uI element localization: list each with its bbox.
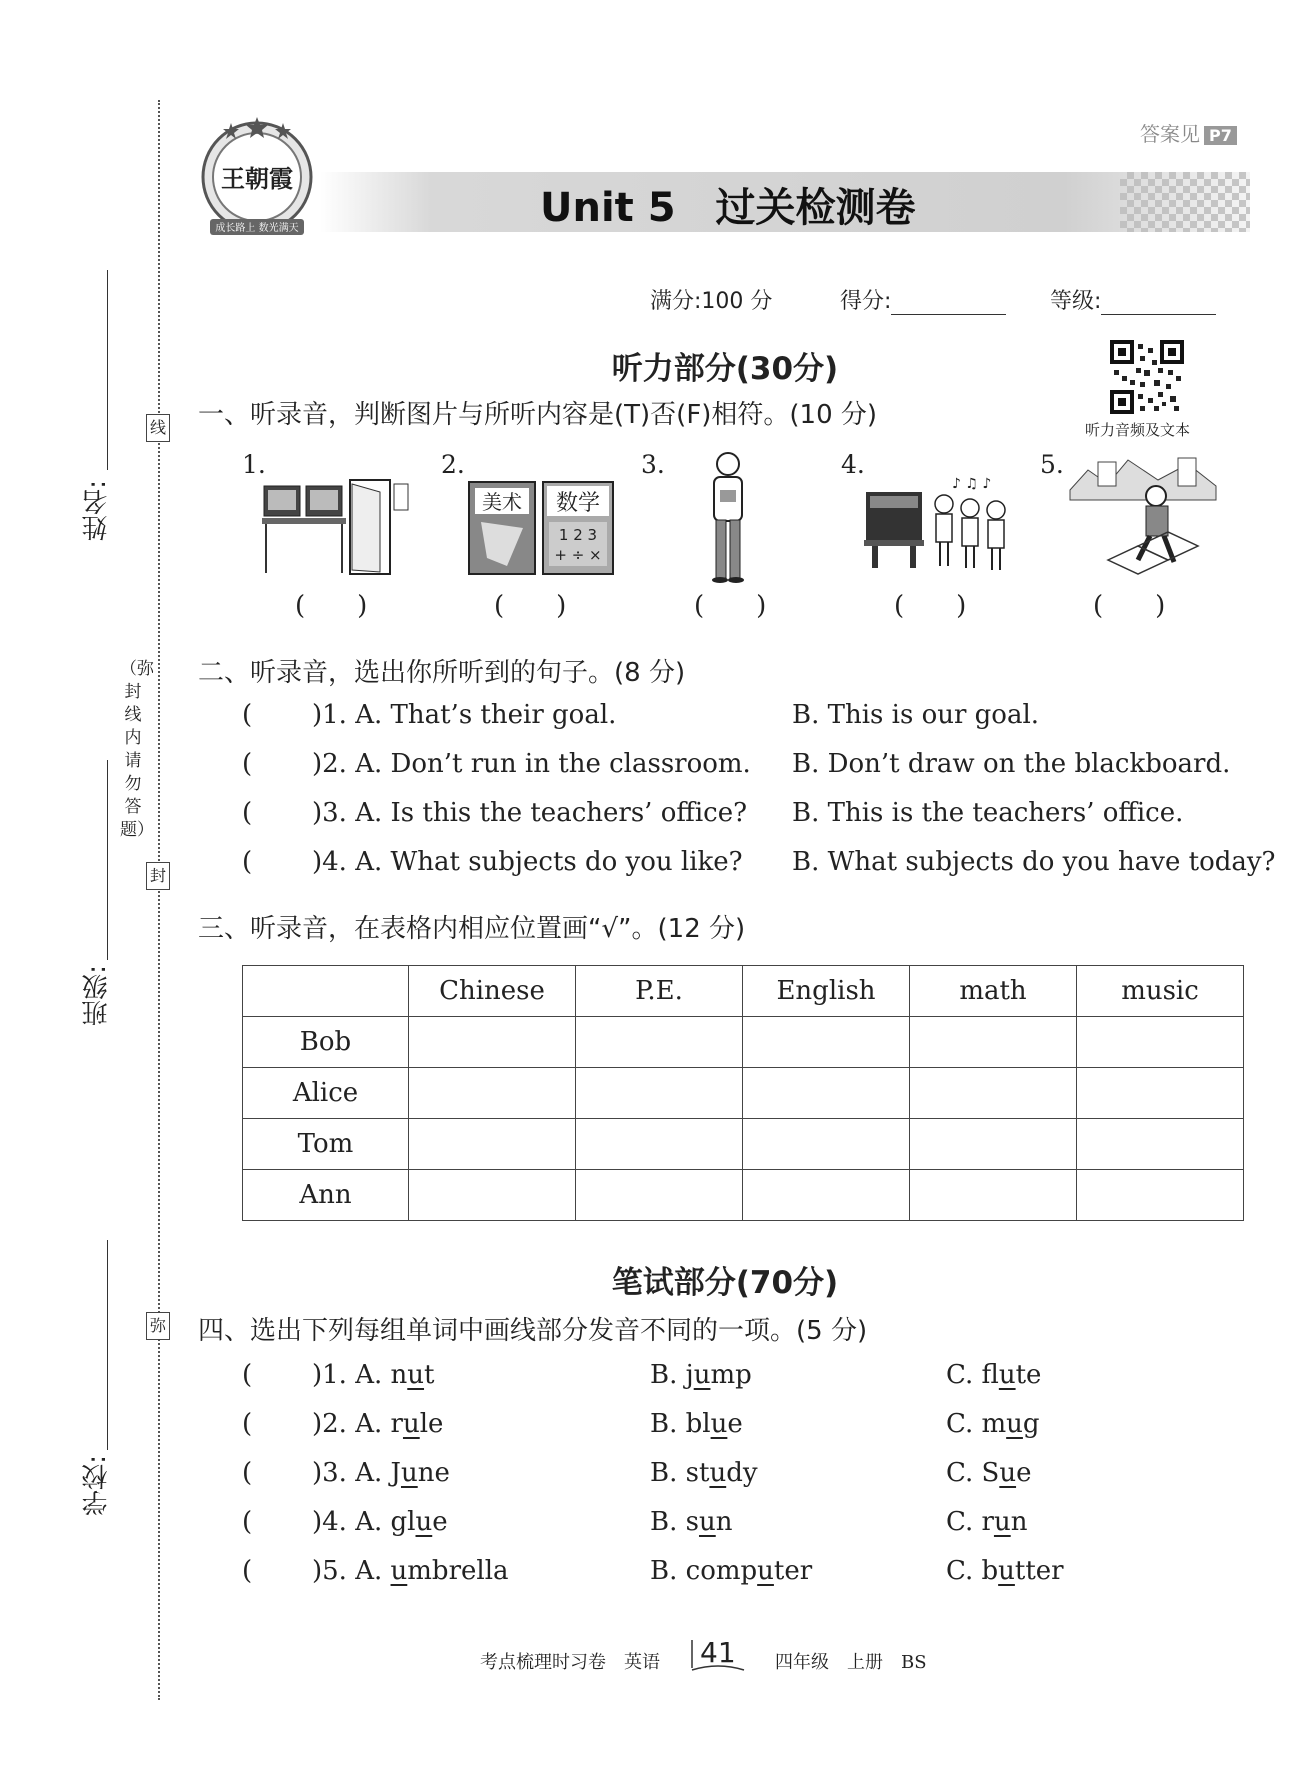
- page-title: Unit 5 过关检测卷: [540, 185, 916, 231]
- q1-answer-5[interactable]: ( ): [1093, 591, 1166, 621]
- word-part: e: [727, 1409, 743, 1439]
- logo-text: 王朝霞: [221, 165, 293, 193]
- grade-field[interactable]: [1050, 284, 1216, 315]
- underlined-letter: u: [407, 1360, 425, 1390]
- seal-bottom-mark: 弥: [146, 1312, 170, 1340]
- check-cell[interactable]: [576, 1170, 743, 1221]
- table-row: [243, 1119, 1244, 1170]
- underlined-letter: u: [698, 1507, 716, 1537]
- table-corner: [243, 966, 409, 1017]
- grade-blank[interactable]: [1101, 292, 1216, 315]
- q4-option-b: [650, 1360, 752, 1390]
- q4-option-a: [312, 1556, 509, 1586]
- qr-caption: 听力音频及文本: [1085, 421, 1191, 439]
- name-label: 姓名:: [82, 480, 112, 541]
- word-part: g: [1022, 1409, 1040, 1439]
- row-header: Bob: [243, 1017, 409, 1068]
- computer-room-icon: [262, 478, 412, 582]
- q2-option-b-3: B. This is the teachers’ office.: [792, 798, 1184, 828]
- underlined-letter: u: [400, 1458, 418, 1488]
- q1-num-3: 3.: [641, 450, 665, 479]
- q4-option-a: [312, 1360, 434, 1390]
- word-part: ne: [417, 1458, 450, 1488]
- q3-heading: 三、听录音，在表格内相应位置画“√”。(12 分): [198, 914, 746, 944]
- q2-paren-1[interactable]: (: [242, 700, 253, 730]
- q4-option-c: [946, 1458, 1031, 1488]
- word-part: C. b: [946, 1556, 999, 1586]
- writing-part-title: 笔试部分(70分): [611, 1265, 839, 1301]
- check-cell[interactable]: [409, 1119, 576, 1170]
- check-cell[interactable]: [1077, 1119, 1244, 1170]
- q1-answer-2[interactable]: ( ): [494, 591, 567, 621]
- underlined-letter: u: [415, 1507, 433, 1537]
- word-part: n: [715, 1507, 733, 1537]
- score-field[interactable]: [840, 284, 1006, 315]
- seal-note: （弥封线内请勿答题）: [120, 659, 154, 840]
- check-cell[interactable]: [910, 1119, 1077, 1170]
- word-part: B. st: [650, 1458, 710, 1488]
- underlined-letter: u: [390, 1556, 408, 1586]
- logo: [198, 115, 316, 233]
- q4-option-c: [946, 1507, 1027, 1537]
- listening-part-title: 听力部分(30分): [611, 351, 839, 387]
- q4-option-c: [946, 1556, 1064, 1586]
- word-part: e: [432, 1507, 448, 1537]
- svg-text:美术: 美术: [482, 490, 522, 514]
- full-score: 满分:100 分: [650, 289, 773, 314]
- score-label: 得分:: [840, 289, 892, 314]
- q4-heading: 四、选出下列每组单词中画线部分发音不同的一项。(5 分): [198, 1316, 868, 1346]
- underlined-letter: u: [1006, 1409, 1023, 1439]
- word-part: n: [390, 1360, 408, 1390]
- answer-reference: [1140, 118, 1237, 147]
- school-label: 学校:: [82, 1455, 112, 1516]
- check-cell[interactable]: [910, 1068, 1077, 1119]
- row-header: Alice: [243, 1068, 409, 1119]
- check-cell[interactable]: [743, 1068, 910, 1119]
- q1-answer-4[interactable]: ( ): [894, 591, 967, 621]
- q2-option-b-2: B. Don’t draw on the blackboard.: [792, 749, 1231, 779]
- banner-pattern: [1120, 172, 1250, 232]
- word-part: B. comp: [650, 1556, 758, 1586]
- subjects-table: [242, 965, 1244, 1221]
- column-header: music: [1077, 966, 1244, 1017]
- check-cell[interactable]: [743, 1119, 910, 1170]
- underlined-letter: u: [993, 1507, 1011, 1537]
- underlined-letter: u: [998, 1556, 1015, 1586]
- svg-text:♪ ♫ ♪: ♪ ♫ ♪: [952, 476, 992, 492]
- check-cell[interactable]: [409, 1017, 576, 1068]
- q4-option-b: [650, 1409, 743, 1439]
- word-part: J: [390, 1458, 401, 1488]
- q1-num-2: 2.: [441, 450, 465, 479]
- q1-num-5: 5.: [1040, 450, 1064, 479]
- word-part: dy: [726, 1458, 758, 1488]
- word-part: n: [1010, 1507, 1028, 1537]
- underlined-letter: u: [757, 1556, 774, 1586]
- word-part: r: [390, 1409, 403, 1439]
- page-number-ornament: [690, 1638, 746, 1678]
- footer-right: 四年级 上册 BS: [775, 1652, 927, 1673]
- q4-option-a: [312, 1507, 448, 1537]
- q1-answer-1[interactable]: ( ): [295, 591, 368, 621]
- q1-heading: 一、听录音，判断图片与所听内容是(T)否(F)相符。(10 分): [198, 400, 878, 430]
- word-part: C. r: [946, 1507, 994, 1537]
- class-label: 班级:: [82, 965, 112, 1026]
- page-number: 41: [700, 1636, 736, 1669]
- word-part: B. s: [650, 1507, 699, 1537]
- answer-ref-label: 答案见: [1140, 122, 1200, 146]
- q4-paren[interactable]: (: [242, 1458, 253, 1488]
- seal-mark: 封: [146, 862, 170, 890]
- check-cell[interactable]: [1077, 1170, 1244, 1221]
- word-part: tter: [1014, 1556, 1064, 1586]
- row-header: Tom: [243, 1119, 409, 1170]
- q4-paren[interactable]: (: [242, 1360, 253, 1390]
- check-cell[interactable]: [1077, 1068, 1244, 1119]
- underlined-letter: u: [710, 1409, 728, 1439]
- word-part: mp: [710, 1360, 752, 1390]
- q4-number: )4. A.: [312, 1507, 391, 1537]
- answer-page: P7: [1204, 126, 1237, 145]
- footer-left: 考点梳理时习卷 英语: [480, 1652, 660, 1673]
- q1-num-1: 1.: [242, 450, 266, 479]
- q4-option-b: [650, 1556, 812, 1586]
- underlined-letter: u: [402, 1409, 420, 1439]
- check-cell[interactable]: [910, 1170, 1077, 1221]
- music-class-icon: [862, 476, 1022, 576]
- q4-number: )1. A.: [312, 1360, 391, 1390]
- word-part: le: [419, 1409, 444, 1439]
- seal-line-mark: 线: [146, 414, 170, 442]
- word-part: C. fl: [946, 1360, 999, 1390]
- q2-paren-2[interactable]: (: [242, 749, 253, 779]
- table-row: [243, 1017, 1244, 1068]
- svg-text:1 2 3: 1 2 3: [558, 526, 598, 544]
- teacher-icon: [698, 450, 758, 590]
- check-cell[interactable]: [576, 1119, 743, 1170]
- check-cell[interactable]: [409, 1170, 576, 1221]
- q2-option-a-3: )3. A. Is this the teachers’ office?: [312, 798, 748, 828]
- q2-option-b-4: B. What subjects do you have today?: [792, 847, 1276, 877]
- q4-paren[interactable]: (: [242, 1556, 253, 1586]
- q2-option-a-1: )1. A. That’s their goal.: [312, 700, 617, 730]
- score-blank[interactable]: [891, 292, 1006, 315]
- q2-paren-3[interactable]: (: [242, 798, 253, 828]
- table-header-row: [243, 966, 1244, 1017]
- column-header: math: [910, 966, 1077, 1017]
- word-part: B. j: [650, 1360, 694, 1390]
- q2-option-b-1: B. This is our goal.: [792, 700, 1040, 730]
- q4-number: )2. A.: [312, 1409, 391, 1439]
- q4-option-b: [650, 1507, 732, 1537]
- class-field[interactable]: [107, 760, 108, 960]
- row-header: Ann: [243, 1170, 409, 1221]
- check-cell[interactable]: [576, 1068, 743, 1119]
- check-cell[interactable]: [1077, 1017, 1244, 1068]
- q2-heading: 二、听录音，选出你所听到的句子。(8 分): [198, 658, 686, 688]
- q4-option-c: [946, 1409, 1040, 1439]
- underlined-letter: u: [999, 1458, 1017, 1488]
- check-cell[interactable]: [743, 1170, 910, 1221]
- q2-option-a-4: )4. A. What subjects do you like?: [312, 847, 743, 877]
- column-header: Chinese: [409, 966, 576, 1017]
- word-part: ter: [773, 1556, 813, 1586]
- column-header: P.E.: [576, 966, 743, 1017]
- q4-option-a: [312, 1458, 450, 1488]
- check-cell[interactable]: [409, 1068, 576, 1119]
- q1-answer-3[interactable]: ( ): [694, 591, 767, 621]
- q4-option-b: [650, 1458, 758, 1488]
- q2-paren-4[interactable]: (: [242, 847, 253, 877]
- q4-number: )3. A.: [312, 1458, 391, 1488]
- boy-playing-icon: [1068, 450, 1218, 584]
- word-part: t: [424, 1360, 435, 1390]
- q4-paren[interactable]: (: [242, 1409, 253, 1439]
- q4-option-c: [946, 1360, 1041, 1390]
- word-part: B. bl: [650, 1409, 711, 1439]
- column-header: English: [743, 966, 910, 1017]
- q4-paren[interactable]: (: [242, 1507, 253, 1537]
- q2-option-a-2: )2. A. Don’t run in the classroom.: [312, 749, 751, 779]
- check-cell[interactable]: [743, 1017, 910, 1068]
- q4-option-a: [312, 1409, 443, 1439]
- underlined-letter: u: [693, 1360, 711, 1390]
- word-part: gl: [390, 1507, 416, 1537]
- art-math-books-icon: [467, 478, 617, 582]
- word-part: C. S: [946, 1458, 1000, 1488]
- grade-label: 等级:: [1050, 289, 1102, 314]
- underlined-letter: u: [709, 1458, 727, 1488]
- q1-num-4: 4.: [841, 450, 865, 479]
- q4-number: )5. A.: [312, 1556, 391, 1586]
- logo-motto: 成长路上 数光满天: [215, 223, 299, 234]
- binding-dotted-line: [158, 100, 160, 1700]
- table-row: [243, 1068, 1244, 1119]
- underlined-letter: u: [998, 1360, 1016, 1390]
- word-part: C. m: [946, 1409, 1007, 1439]
- svg-text:数学: 数学: [555, 491, 601, 516]
- check-cell[interactable]: [576, 1017, 743, 1068]
- word-part: mbrella: [407, 1556, 509, 1586]
- word-part: te: [1015, 1360, 1042, 1390]
- svg-text:+ ÷ ×: + ÷ ×: [554, 546, 602, 564]
- table-row: [243, 1170, 1244, 1221]
- word-part: e: [1016, 1458, 1032, 1488]
- check-cell[interactable]: [910, 1017, 1077, 1068]
